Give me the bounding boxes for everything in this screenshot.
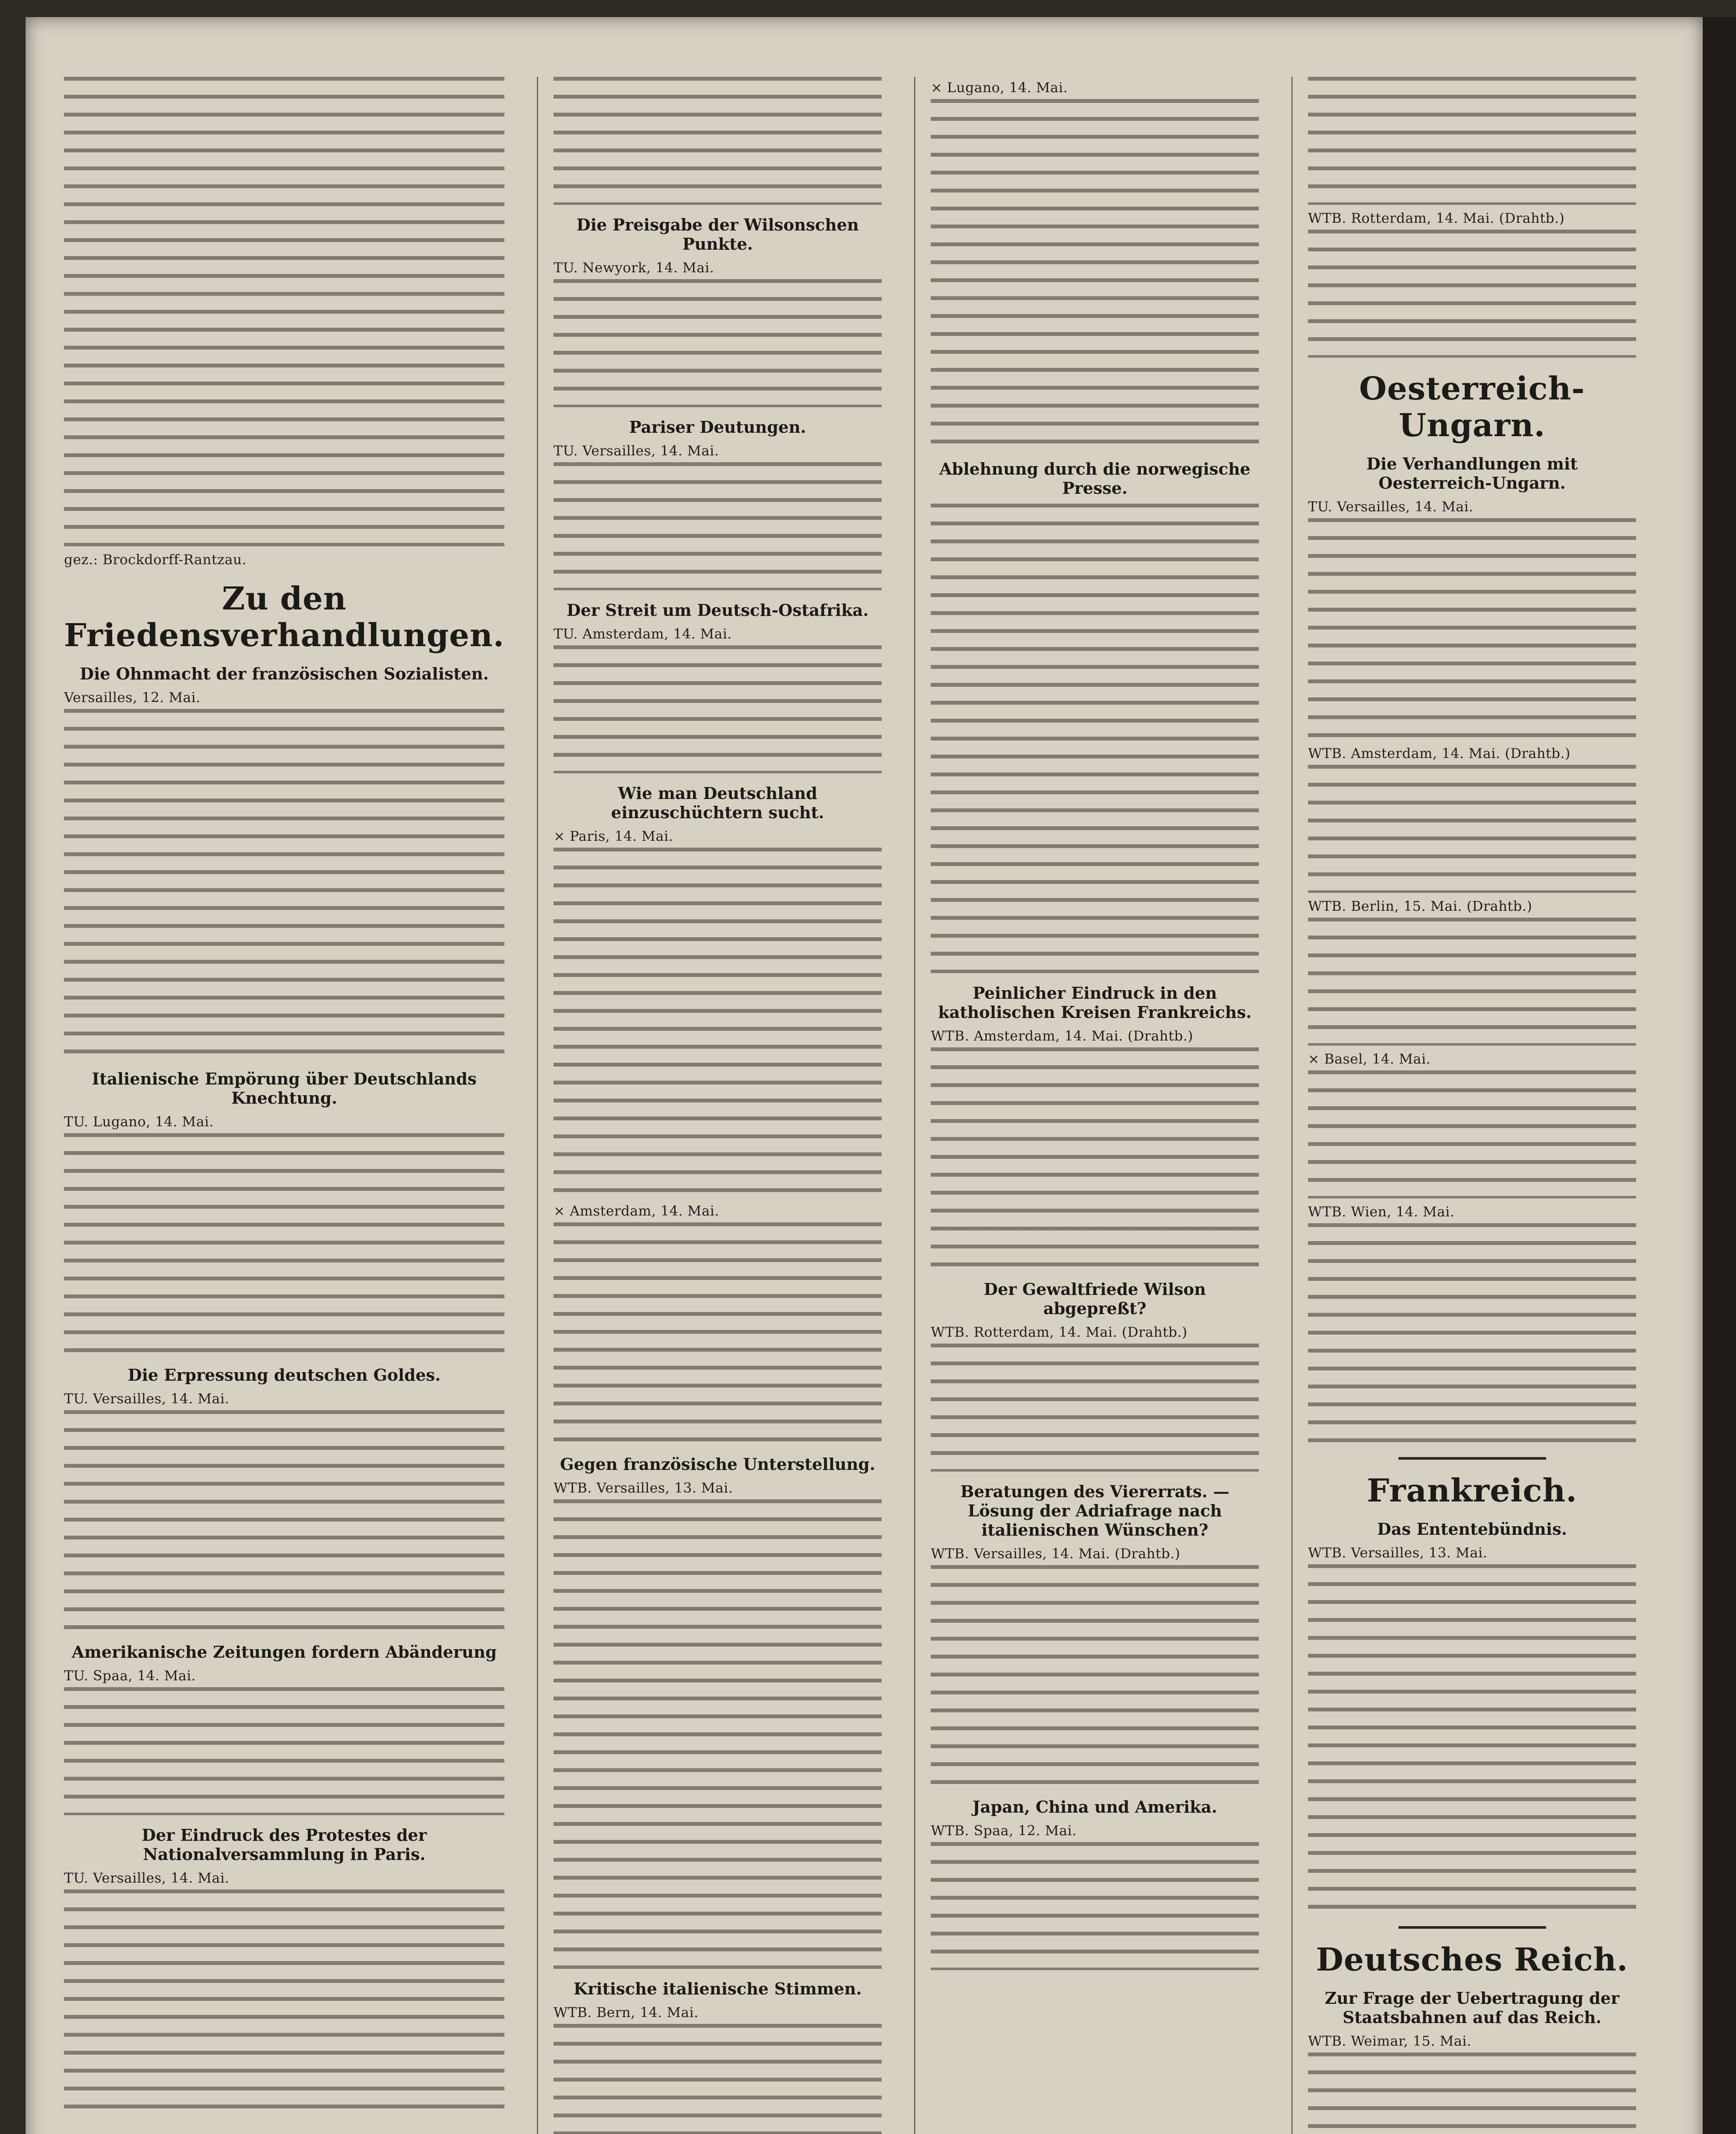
dateline: TU. Versailles, 14. Mai. xyxy=(553,443,719,459)
newspaper-page xyxy=(64,77,1652,2134)
section-divider xyxy=(1398,1457,1546,1460)
dateline: × Basel, 14. Mai. xyxy=(1308,1051,1431,1067)
dateline: WTB. Amsterdam, 14. Mai. (Drahtb.) xyxy=(1308,745,1570,761)
article-body-text xyxy=(1308,1223,1636,1445)
article-body-text xyxy=(1308,918,1636,1046)
article-body-text xyxy=(931,1565,1259,1787)
dateline: WTB. Versailles, 14. Mai. (Drahtb.) xyxy=(931,1545,1180,1562)
column-3 xyxy=(914,77,1274,2134)
article-body-text xyxy=(64,1133,504,1355)
article-body-text xyxy=(64,77,504,546)
dateline: WTB. Versailles, 13. Mai. xyxy=(553,1480,733,1496)
dateline: WTB. Spaa, 12. Mai. xyxy=(931,1822,1077,1839)
dateline: WTB. Versailles, 13. Mai. xyxy=(1308,1545,1488,1561)
column-1 xyxy=(64,77,520,2134)
article-body-text xyxy=(1308,1564,1636,1914)
dateline: WTB. Rotterdam, 14. Mai. (Drahtb.) xyxy=(931,1324,1188,1340)
dateline: TU. Newyork, 14. Mai. xyxy=(553,259,714,276)
article-headline: Die Ohnmacht der französischen Sozialisten. xyxy=(79,664,489,683)
column-2 xyxy=(537,77,897,2134)
dateline: TU. Lugano, 14. Mai. xyxy=(64,1114,214,1130)
article-body-text xyxy=(1308,518,1636,740)
article-body-text xyxy=(553,462,882,590)
dateline: TU. Versailles, 14. Mai. xyxy=(64,1870,230,1886)
article-body-text xyxy=(553,279,882,407)
article-headline: Wie man Deutschland einzuschüchtern sucht. xyxy=(611,784,824,822)
article-body-text xyxy=(1308,2052,1636,2134)
dateline: WTB. Berlin, 15. Mai. (Drahtb.) xyxy=(1308,898,1532,914)
dateline: TU. Versailles, 14. Mai. xyxy=(1308,499,1474,515)
article-body-text xyxy=(1308,230,1636,358)
article-body-text xyxy=(1308,77,1636,205)
section-headline: Zu den Friedensverhandlungen. xyxy=(64,580,505,654)
article-body-text xyxy=(64,1687,504,1815)
dateline: WTB. Bern, 14. Mai. xyxy=(553,2004,699,2020)
article-body-text xyxy=(1308,765,1636,893)
article-body-text xyxy=(931,1344,1259,1472)
article-headline: Der Gewaltfriede Wilson abgepreßt? xyxy=(984,1280,1206,1318)
article-headline: Der Streit um Deutsch-Ostafrika. xyxy=(566,601,869,620)
article-body-text xyxy=(931,1842,1259,1970)
article-headline: Italienische Empörung über Deutschlands Knechtung. xyxy=(92,1069,477,1108)
scan-edge xyxy=(1703,17,1736,2134)
section-headline: Frankreich. xyxy=(1366,1472,1578,1509)
dateline: WTB. Amsterdam, 14. Mai. (Drahtb.) xyxy=(931,1028,1194,1044)
article-headline: Ablehnung durch die norwegische Presse. xyxy=(939,459,1250,498)
dateline: WTB. Weimar, 15. Mai. xyxy=(1308,2033,1471,2049)
column-4 xyxy=(1291,77,1652,2134)
article-headline: Das Ententebündnis. xyxy=(1377,1519,1567,1539)
article-headline: Der Eindruck des Protestes der Nationalversammlung in Paris. xyxy=(142,1825,427,1864)
article-body-text xyxy=(553,645,882,773)
dateline: × Paris, 14. Mai. xyxy=(553,828,673,844)
article-body-text xyxy=(64,709,504,1059)
article-body-text xyxy=(64,1889,504,2111)
dateline: TU. Versailles, 14. Mai. xyxy=(64,1391,230,1407)
article-body-text xyxy=(1308,1070,1636,1198)
dateline: × Amsterdam, 14. Mai. xyxy=(553,1203,719,1219)
dateline: gez.: Brockdorff-Rantzau. xyxy=(64,551,247,568)
article-body-text xyxy=(553,2024,882,2134)
article-headline: Japan, China und Amerika. xyxy=(972,1797,1218,1816)
article-body-text xyxy=(931,99,1259,449)
article-headline: Zur Frage der Uebertragung der Staatsbahnen auf das Reich. xyxy=(1325,1988,1619,2027)
article-headline: Die Preisgabe der Wilsonschen Punkte. xyxy=(576,215,859,254)
section-divider xyxy=(1398,1926,1546,1929)
article-body-text xyxy=(64,1410,504,1632)
section-headline: Oesterreich-Ungarn. xyxy=(1359,370,1585,444)
article-body-text xyxy=(553,848,882,1198)
article-body-text xyxy=(553,1222,882,1444)
dateline: × Lugano, 14. Mai. xyxy=(931,79,1068,96)
article-headline: Gegen französische Unterstellung. xyxy=(560,1455,875,1474)
dateline: WTB. Rotterdam, 14. Mai. (Drahtb.) xyxy=(1308,210,1565,226)
article-headline: Pariser Deutungen. xyxy=(629,417,806,437)
article-headline: Peinlicher Eindruck in den katholischen Kreisen Frankreichs. xyxy=(938,983,1252,1022)
dateline: Versailles, 12. Mai. xyxy=(64,689,201,706)
article-headline: Beratungen des Viererrats. — Lösung der Adriafrage nach italienischen Wünschen? xyxy=(960,1482,1229,1539)
dateline: WTB. Wien, 14. Mai. xyxy=(1308,1204,1455,1220)
article-body-text xyxy=(553,1499,882,1969)
article-headline: Kritische italienische Stimmen. xyxy=(574,1979,862,1998)
article-headline: Amerikanische Zeitungen fordern Abänderung xyxy=(72,1642,497,1662)
article-headline: Die Verhandlungen mit Oesterreich-Ungarn. xyxy=(1366,454,1578,493)
article-body-text xyxy=(931,1047,1259,1269)
dateline: TU. Amsterdam, 14. Mai. xyxy=(553,626,732,642)
article-body-text xyxy=(553,77,882,205)
section-headline: Deutsches Reich. xyxy=(1316,1942,1628,1978)
dateline: TU. Spaa, 14. Mai. xyxy=(64,1668,196,1684)
article-headline: Die Erpressung deutschen Goldes. xyxy=(128,1365,441,1385)
article-body-text xyxy=(931,504,1259,973)
